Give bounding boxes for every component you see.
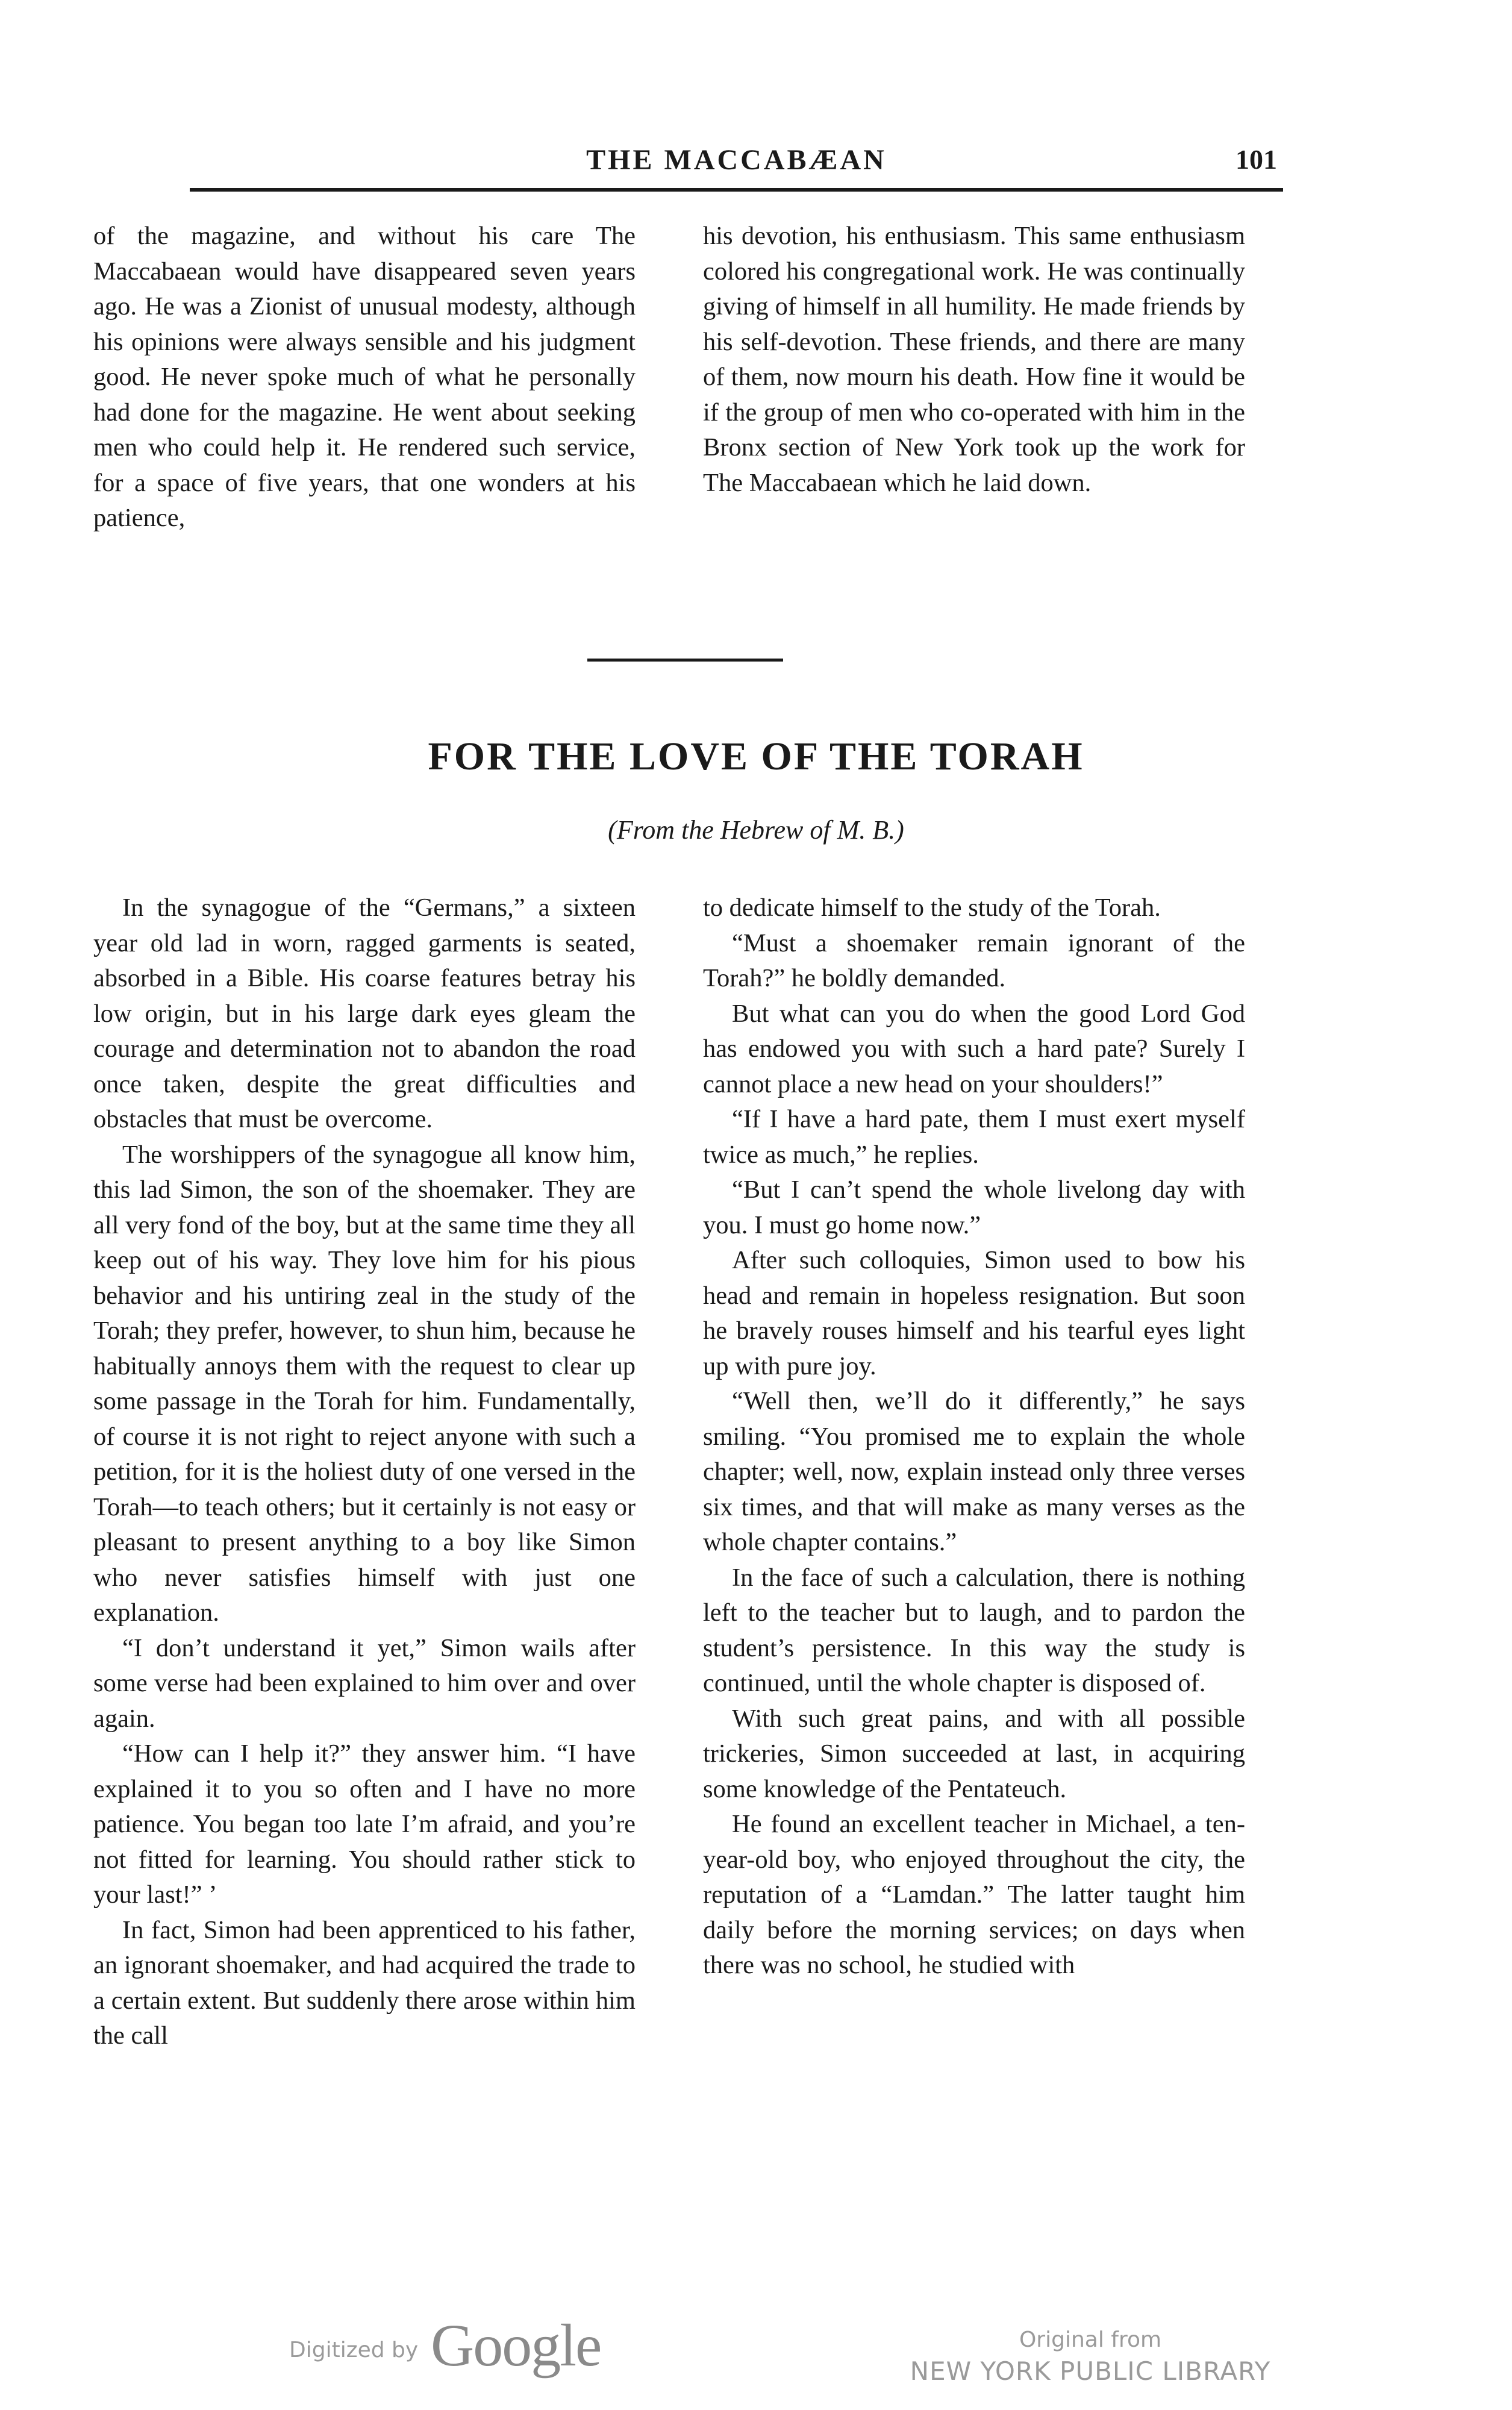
paragraph: his devotion, his enthusiasm. This same enthusiasm colored his congregational work. He was continually giving of himself in all humility. He made friends by his self-devotion. These friends, and there are many of them, now mourn his death. How fine it would be if the group of men who co-operated with him in the Bronx section of New York took up the work for The Maccabaean which he laid down. (703, 222, 1245, 497)
paragraph: “I don’t understand it yet,” Simon wails after some verse had been explained to him over and over again. (93, 1633, 636, 1733)
paragraph: of the magazine, and without his care The Maccabaean would have disappeared seven years ago. He was a Zionist of unusual modesty, although his opinions were always sensible and his judgment good. He never spoke much of what he personally had done for the magazine. He went about seeking men who could help it. He rendered such service, for a space of five years, that one wonders at his patience, (93, 222, 636, 532)
paragraph: “Must a shoemaker remain ignorant of the Torah?” he boldly demanded. (703, 928, 1245, 992)
library-name: NEW YORK PUBLIC LIBRARY (910, 2356, 1271, 2386)
google-logo: Google (431, 2312, 601, 2379)
article-subtitle: (From the Hebrew of M. B.) (608, 815, 904, 845)
journal-title: THE MACCABÆAN (586, 144, 887, 176)
paragraph: “But I can’t spend the whole livelong day with you. I must go home now.” (703, 1175, 1245, 1239)
page-number: 101 (1236, 144, 1277, 175)
paragraph: The worshippers of the synagogue all know him, this lad Simon, the son of the shoemaker. They are all very fond of the boy, but at the same time they all keep out of his way. They love him for his pious behavior and his untiring zeal in the study of the Torah; they prefer, however, to shun him, because he habitually annoys them with the request to clear up some passage in the Torah for him. Fundamentally, of course it is not right to reject anyone with such a petition, for it is the holiest duty of one versed in the Torah—to teach others; but it certainly is not easy or pleasant to present anything to a boy like Simon who never satisfies himself with just one explanation. (93, 1140, 636, 1627)
paragraph: to dedicate himself to the study of the Torah. (703, 894, 1161, 922)
paragraph: In the face of such a calculation, there is nothing left to the teacher but to laugh, and to pardon the student’s persistence. In this way the study is continued, until the whole chapter is disposed of. (703, 1563, 1245, 1697)
running-head (190, 143, 1283, 192)
library-attribution (886, 2324, 1295, 2387)
paragraph: With such great pains, and with all possible trickeries, Simon succeeded at last, in acquiring some knowledge of the Pentateuch. (703, 1704, 1245, 1803)
original-from-label: Original from (1019, 2327, 1162, 2352)
paragraph: He found an excellent teacher in Michael, a ten-year-old boy, who enjoyed throughout the city, the reputation of a “Lamdan.” The latter taught him daily before the morning services; on days when there was no school, he studied with (703, 1810, 1245, 1979)
previous-article-column-right (703, 219, 1245, 501)
digitized-by-label: Digitized by (289, 2338, 419, 2362)
paragraph: “Well then, we’ll do it differently,” he says smiling. “You promised me to explain the whole chapter; well, now, explain instead only three verses six times, and that will make as many verses as the whole chapter contains.” (703, 1387, 1245, 1556)
paragraph: In the synagogue of the “Germans,” a sixteen year old lad in worn, ragged garments is seated, absorbed in a Bible. His coarse features betray his low origin, but in his large dark eyes gleam the courage and determination not to abandon the road once taken, despite the great difficulties and obstacles that must be overcome. (93, 894, 636, 1133)
paragraph: After such colloquies, Simon used to bow his head and remain in hopeless resignation. But soon he bravely rouses himself and his tearful eyes light up with pure joy. (703, 1246, 1245, 1380)
article-column-left (93, 890, 636, 2054)
paragraph: In fact, Simon had been apprenticed to his father, an ignorant shoemaker, and had acquired the trade to a certain extent. But suddenly there arose within him the call (93, 1915, 636, 2050)
section-divider (587, 659, 783, 662)
paragraph: “How can I help it?” they answer him. “I have explained it to you so often and I have no more patience. You began too late I’m afraid, and you’re not fitted for learning. You should rather stick to your last!” ’ (93, 1739, 636, 1909)
article-column-right (703, 890, 1245, 1983)
paragraph: But what can you do when the good Lord God has endowed you with such a hard pate? Surely I cannot place a new head on your shoulders!” (703, 999, 1245, 1098)
paragraph: “If I have a hard pate, them I must exert myself twice as much,” he replies. (703, 1105, 1245, 1169)
article-title: FOR THE LOVE OF THE TORAH (428, 734, 1084, 778)
previous-article-column-left (93, 219, 636, 536)
header-rule (190, 188, 1283, 192)
